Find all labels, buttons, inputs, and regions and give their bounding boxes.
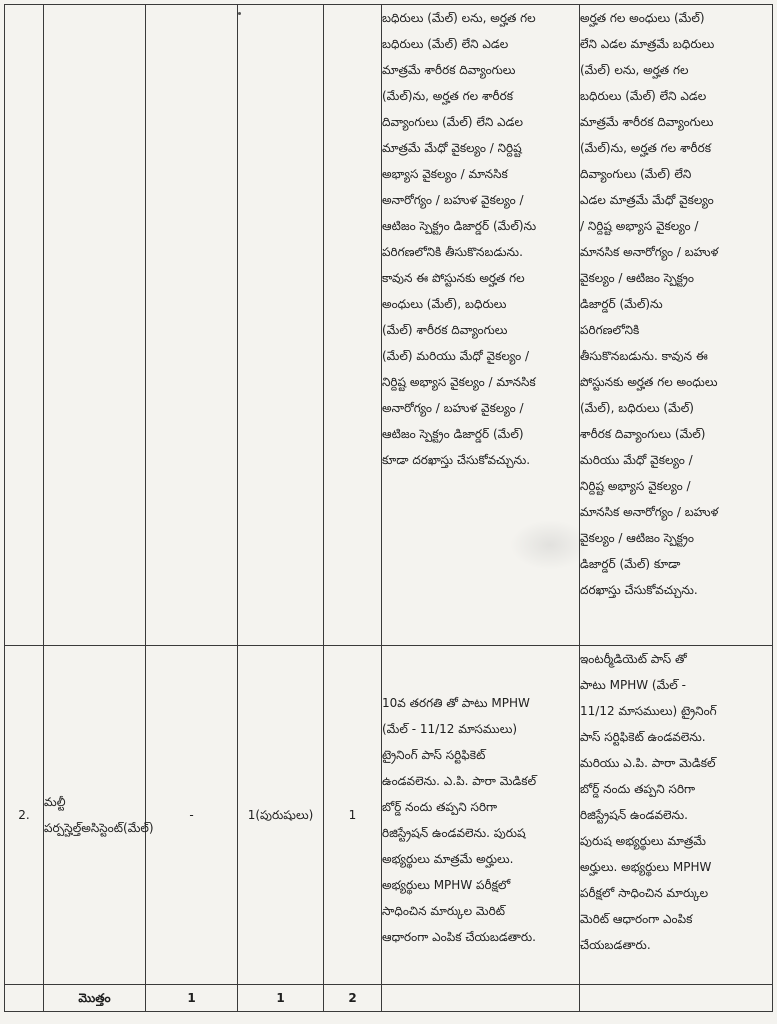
text-line: అభ్యాస వైకల్యం / మానసిక xyxy=(382,167,508,181)
text-line: ఇంటర్మీడియెట్ పాస్ తో xyxy=(580,652,687,666)
text-line: మానసిక అనారోగ్యం / బహుళ xyxy=(580,505,719,519)
col3-value: - xyxy=(189,808,194,822)
cell-total-col5 xyxy=(324,985,382,1012)
text-line: పురుష అభ్యర్థులు మాత్రమే xyxy=(580,834,706,848)
text-line: ఆధారంగా ఎంపిక చేయబడతారు. xyxy=(382,930,536,944)
text-line: ఉండవలెను. ఎ.పి. పారా మెడికల్ xyxy=(382,774,537,788)
text-line: 11/12 మాసములు) ట్రైనింగ్ xyxy=(580,704,717,718)
text-line: (మేల్) xyxy=(123,821,154,835)
vacancy-count xyxy=(238,806,323,824)
posts-table xyxy=(4,4,773,1012)
text-line: అంధులు (మేల్), బధిరులు xyxy=(382,297,507,311)
seq-number: 2. xyxy=(18,808,30,822)
text-line: మాత్రమే శారీరక దివ్యాంగులు xyxy=(382,63,516,77)
text-line: రిజిస్ట్రేషన్ ఉండవలెను. xyxy=(580,808,688,822)
text-line: తీసుకొనబడును. కావున ఈ xyxy=(580,349,708,363)
text-line: మరియు ఎ.పి. పారా మెడికల్ xyxy=(580,756,716,770)
text-line: దివ్యాంగులు (మేల్) లేని ఎడల xyxy=(382,115,524,129)
text-line: (పురుషులు) xyxy=(255,808,314,822)
text-line: పాస్ సర్టిఫికెట్ ఉండవలెను. xyxy=(580,730,706,744)
text-line: మల్టీ పర్పస్ xyxy=(44,795,73,835)
cell-total-col4 xyxy=(238,985,324,1012)
text-line: రిజిస్ట్రేషన్ ఉండవలెను. పురుష xyxy=(382,826,526,840)
cell-remarks xyxy=(580,646,773,985)
text-line: ఆటిజం స్పెక్ట్రం డిజార్డర్ (మేల్)ను xyxy=(382,219,537,233)
text-line: పోస్టునకు అర్హత గల అంధులు xyxy=(580,375,718,389)
cell-qualification xyxy=(382,646,580,985)
cell-qualification-continued xyxy=(382,5,580,646)
text-line: అనారోగ్యం / బహుళ వైకల్యం / xyxy=(382,401,524,415)
total-col5: 2 xyxy=(348,991,357,1005)
text-line: పరిగణలోనికి తీసుకొనబడును. xyxy=(382,245,523,259)
text-line: లేని ఎడల మాత్రమే బధిరులు xyxy=(580,37,715,51)
text-line: ట్రైనింగ్ పాస్ సర్టిఫికెట్ xyxy=(382,748,486,762)
text-line: సాధించిన మార్కుల మెరిట్ xyxy=(382,904,506,918)
text-line: నిర్దిష్ట అభ్యాస వైకల్యం / xyxy=(580,479,691,493)
remarks-text xyxy=(580,646,772,958)
cell-total-label xyxy=(44,985,146,1012)
text-line: బధిరులు (మేల్) లను, అర్హత గల xyxy=(382,11,536,25)
total-col3: 1 xyxy=(187,991,196,1005)
total-col4: 1 xyxy=(276,991,285,1005)
text-line: అభ్యర్థులు మాత్రమే అర్హులు. xyxy=(382,852,514,866)
remarks-text xyxy=(580,5,772,603)
cell-col5-empty xyxy=(324,5,382,646)
text-line: మాత్రమే మేధో వైకల్యం / నిర్దిష్ట xyxy=(382,141,522,155)
cell-remarks-continued xyxy=(580,5,773,646)
text-line: (మేల్)ను, అర్హత గల శారీరక xyxy=(580,141,712,155)
text-line: కూడా దరఖాస్తు చేసుకోవచ్చును. xyxy=(382,453,531,467)
text-line: (మేల్) లను, అర్హత గల xyxy=(580,63,689,77)
text-line: బధిరులు (మేల్) లేని ఎడల xyxy=(580,89,707,103)
text-line: మానసిక అనారోగ్యం / బహుళ xyxy=(580,245,719,259)
text-line: డిజార్డర్ (మేల్)ను xyxy=(580,297,663,311)
text-line: 1 xyxy=(247,808,256,822)
cell-total-empty-7 xyxy=(580,985,773,1012)
text-line: (మేల్)ను, అర్హత గల శారీరక xyxy=(382,89,514,103)
text-line: పరీక్షలో సాధించిన మార్కుల xyxy=(580,886,709,900)
cell-post-empty xyxy=(44,5,146,646)
table-row-total xyxy=(5,985,773,1012)
cell-col4 xyxy=(238,646,324,985)
cell-col3-empty xyxy=(146,5,238,646)
cell-col3 xyxy=(146,646,238,985)
text-line: (మేల్), బధిరులు (మేల్) xyxy=(580,401,694,415)
text-line: దివ్యాంగులు (మేల్) లేని xyxy=(580,167,692,181)
text-line: పాటు MPHW (మేల్ - xyxy=(580,678,686,692)
col5-value: 1 xyxy=(348,808,357,822)
cell-seq-number xyxy=(5,646,44,985)
text-line: బోర్డ్ నందు తప్పని సరిగా xyxy=(580,782,696,796)
total-label: మొత్తం xyxy=(78,991,111,1005)
text-line: మెరిట్ ఆధారంగా ఎంపిక xyxy=(580,912,693,926)
text-line: / నిర్దిష్ట అభ్యాస వైకల్యం / xyxy=(580,219,699,233)
text-line: బోర్డ్ నందు తప్పని సరిగా xyxy=(382,800,498,814)
text-line: అసిస్టెంట్ xyxy=(81,821,124,835)
text-line: (మేల్) శారీరక దివ్యాంగులు xyxy=(382,323,508,337)
text-line: 10వ తరగతి తో పాటు MPHW xyxy=(382,696,530,710)
text-line: మాత్రమే శారీరక దివ్యాంగులు xyxy=(580,115,714,129)
text-line: నిర్దిష్ట అభ్యాస వైకల్యం / మానసిక xyxy=(382,375,536,389)
text-line: ఎడల మాత్రమే మేధో వైకల్యం xyxy=(580,193,714,207)
text-line: మరియు మేధో వైకల్యం / xyxy=(580,453,693,467)
text-line: అర్హులు. అభ్యర్థులు MPHW xyxy=(580,860,712,874)
text-line: దరఖాస్తు చేసుకోవచ్చును. xyxy=(580,583,698,597)
cell-col4-empty xyxy=(238,5,324,646)
text-line: కావున ఈ పోస్టునకు అర్హత గల xyxy=(382,271,525,285)
cell-total-empty-6 xyxy=(382,985,580,1012)
table-row-continued xyxy=(5,5,773,646)
qualification-text xyxy=(382,680,579,950)
text-line: ఆటిజం స్పెక్ట్రం డిజార్డర్ (మేల్) xyxy=(382,427,524,441)
text-line: అర్హత గల అంధులు (మేల్) xyxy=(580,11,705,25)
cell-col5 xyxy=(324,646,382,985)
text-line: (మేల్ - 11/12 మాసములు) xyxy=(382,722,518,736)
cell-total-empty xyxy=(5,985,44,1012)
text-line: అభ్యర్థులు MPHW పరీక్షలో xyxy=(382,878,511,892)
qualification-text xyxy=(382,5,579,473)
text-line: శారీరక దివ్యాంగులు (మేల్) xyxy=(580,427,706,441)
cell-total-col3 xyxy=(146,985,238,1012)
text-line: వైకల్యం / ఆటిజం స్పెక్ట్రం xyxy=(580,531,694,545)
text-line: (మేల్) మరియు మేధో వైకల్యం / xyxy=(382,349,530,363)
text-line: డిజార్డర్ (మేల్) కూడా xyxy=(580,557,681,571)
cell-post-name xyxy=(44,646,154,985)
text-line: అనారోగ్యం / బహుళ వైకల్యం / xyxy=(382,193,524,207)
text-line: పరిగణలోనికి xyxy=(580,323,640,337)
text-line: హెల్త్ xyxy=(72,821,82,835)
post-name xyxy=(44,789,154,841)
table-row-post-2 xyxy=(5,646,773,985)
text-line: బధిరులు (మేల్) లేని ఎడల xyxy=(382,37,509,51)
cell-seq-empty xyxy=(5,5,44,646)
text-line: వైకల్యం / ఆటిజం స్పెక్ట్రం xyxy=(580,271,694,285)
text-line: చేయబడతారు. xyxy=(580,938,651,952)
